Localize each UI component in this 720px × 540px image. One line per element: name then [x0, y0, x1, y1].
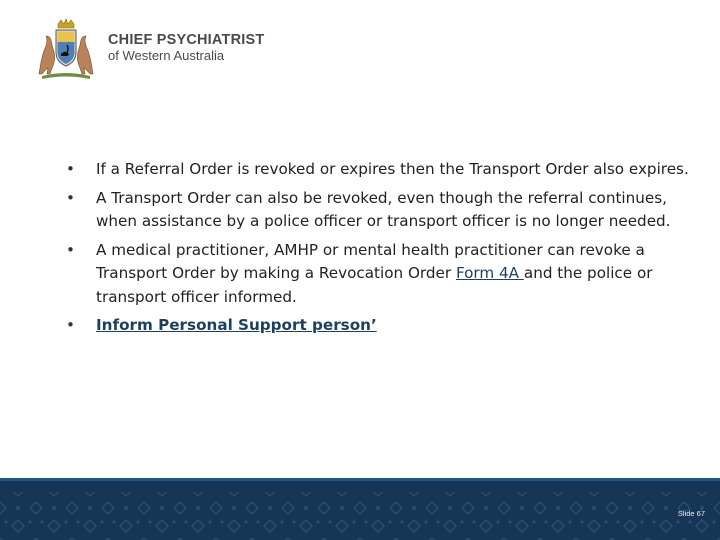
inform-support-person-link[interactable]: Inform Personal Support person’ [96, 316, 377, 334]
bullet-item [66, 314, 706, 338]
bullet-text: If a Referral Order is revoked or expires then the Transport Order also expires. [96, 160, 689, 178]
bullet-text: A Transport Order can also be revoked, even though the referral continues, when assistance by a police officer or transport officer is no longer needed. [96, 188, 671, 230]
bullet-text: and the police or transport officer informed. [96, 264, 653, 306]
header-logo [34, 18, 264, 82]
org-name-line2: of Western Australia [108, 47, 225, 63]
bullet-glyph: • [66, 316, 75, 334]
bullet-glyph: • [66, 240, 75, 259]
organization-name [108, 32, 264, 63]
form-4a-link[interactable]: Form 4A [455, 264, 524, 282]
bullet-list [66, 158, 706, 343]
slide-number: Slide 67 [677, 509, 705, 518]
bullet-item [66, 239, 706, 310]
bullet-text: A medical practitioner, AMHP or mental health practitioner can revoke a Transport Order by making a Revocation Order [96, 240, 645, 282]
footer-band [0, 478, 720, 540]
footer-pattern [0, 478, 720, 540]
bullet-glyph: • [66, 160, 75, 178]
bullet-item [66, 158, 706, 182]
coat-of-arms-icon [34, 18, 98, 82]
bullet-item [66, 187, 706, 234]
bullet-glyph: • [66, 188, 75, 207]
org-name-line1: CHIEF PSYCHIATRIST [108, 31, 265, 48]
